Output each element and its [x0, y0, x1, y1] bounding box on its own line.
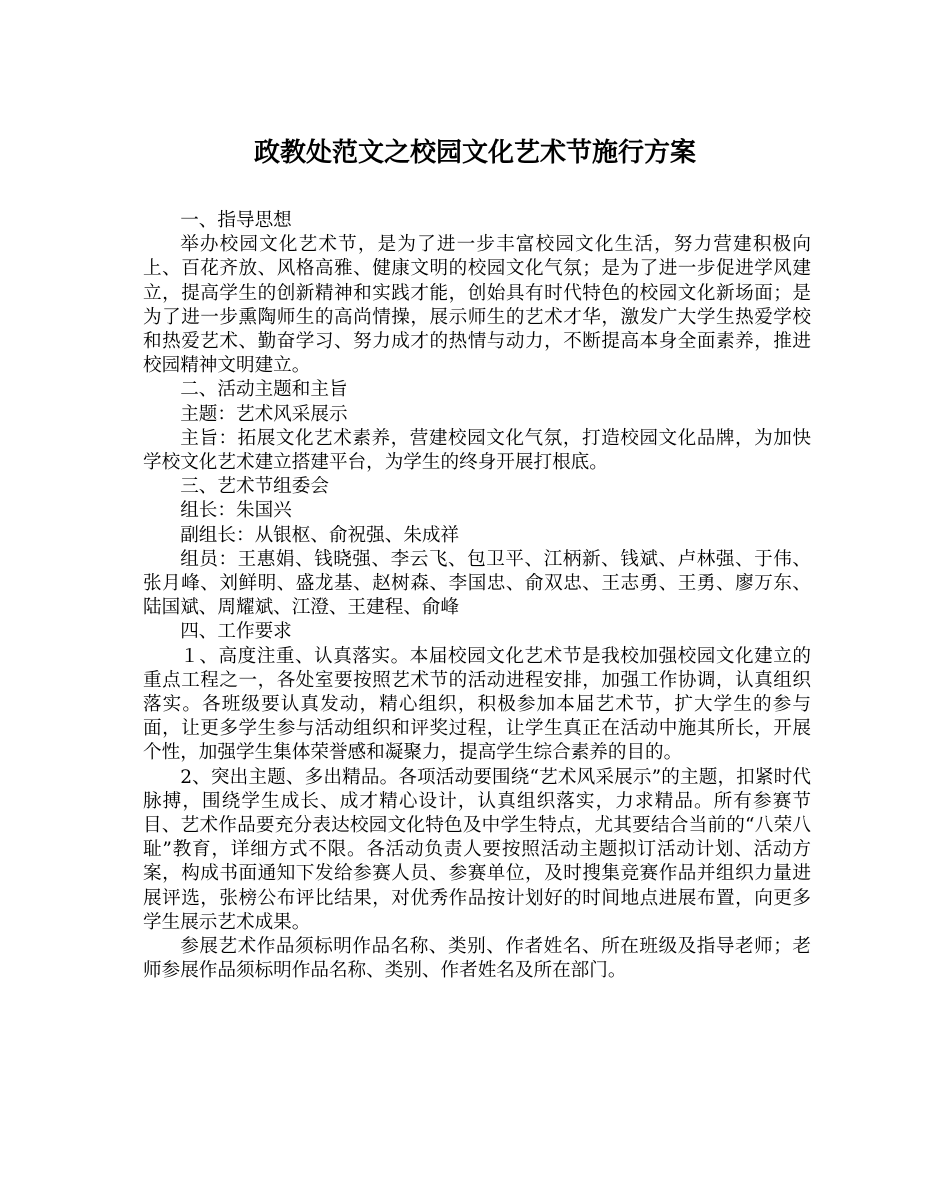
paragraph-deputy-leaders: 副组长：从银枢、俞祝强、朱成祥 [180, 524, 460, 546]
section-heading-guiding-thought: 一、指导思想 [180, 210, 292, 231]
document-body [143, 209, 811, 984]
paragraph-exhibit-labels: 参展艺术作品须标明作品名称、类别、作者姓名、所在班级及指导老师；老师参展作品须标明作品名称、类别、作者姓名及所在部门。 [143, 936, 811, 982]
paragraph-requirement-1: １、高度注重、认真落实。本届校园文化艺术节是我校加强校园文化建立的重点工程之一，各处室要按照艺术节的活动进程安排，加强工作协调，认真组织落实。各班级要认真发动，精心组织，积极参加本届艺术节，扩大学生的参与面，让更多学生参与活动组织和评奖过程，让学生真正在活动中施其所长，开展个性，加强学生集体荣誉感和凝聚力，提高学生综合素养的目的。 [143, 645, 811, 764]
section-heading-committee: 三、艺术节组委会 [180, 476, 329, 498]
document-title: 政教处范文之校园文化艺术节施行方案 [253, 138, 696, 168]
paragraph-purpose: 主旨：拓展文化艺术素养，营建校园文化气氛，打造校园文化品牌，为加快学校文化艺术建立搭建平台，为学生的终身开展打根底。 [143, 427, 811, 474]
paragraph-guiding-thought: 举办校园文化艺术节，是为了进一步丰富校园文化生活，努力营建积极向上、百花齐放、风格高雅、健康文明的校园文化气氛；是为了进一步促进学风建立，提高学生的创新精神和实践才能，创始具有时代特色的校园文化新场面；是为了进一步熏陶师生的高尚情操，展示师生的艺术才华，激发广大学生热爱学校和热爱艺术、勤奋学习、努力成才的热情与动力，不断提高本身全面素养，推进校园精神文明建立。 [143, 234, 811, 377]
section-heading-theme-purpose: 二、活动主题和主旨 [180, 379, 348, 401]
paragraph-members: 组员：王惠娟、钱晓强、李云飞、包卫平、江柄新、钱斌、卢林强、于伟、张月峰、刘鲜明、盛龙基、赵树森、李国忠、俞双忠、王志勇、王勇、廖万东、陆国斌、周耀斌、江澄、王建程、俞峰 [143, 548, 811, 619]
section-heading-requirements: 四、工作要求 [180, 621, 292, 643]
paragraph-requirement-2: 2、突出主题、多出精品。各项活动要围绕“艺术风采展示”的主题，扣紧时代脉搏，围绕学生成长、成才精心设计，认真组织落实，力求精品。所有参赛节目、艺术作品要充分表达校园文化特色及中学生特点，尤其要结合当前的“八荣八耻”教育，详细方式不限。各活动负责人要按照活动主题拟订活动计划、活动方案，构成书面通知下发给参赛人员、参赛单位，及时搜集竞赛作品并组织力量进展评选，张榜公布评比结果，对优秀作品按计划好的时间地点进展布置，向更多学生展示艺术成果。 [143, 766, 811, 933]
paragraph-theme: 主题：艺术风采展示 [180, 403, 348, 425]
paragraph-leader: 组长：朱国兴 [180, 500, 292, 522]
